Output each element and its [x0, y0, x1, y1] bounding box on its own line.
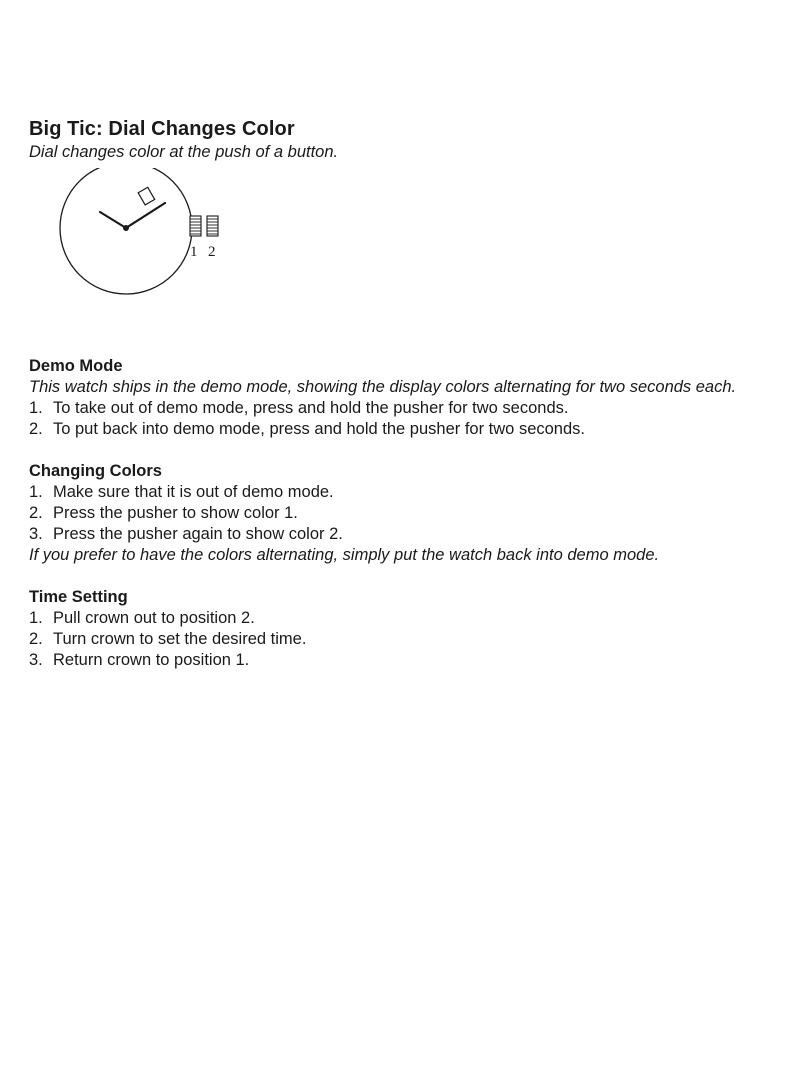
list-item: [29, 482, 799, 503]
list-item: [29, 419, 799, 440]
step-text: Press the pusher again to show color 2.: [53, 525, 343, 543]
step-number: 2.: [29, 630, 43, 648]
demo-mode-section: [29, 356, 799, 440]
list-item: [29, 629, 799, 650]
minute-hand: [126, 203, 165, 228]
time-setting-section: [29, 587, 799, 671]
step-text: Return crown to position 1.: [53, 651, 250, 669]
pusher-button: [138, 187, 155, 205]
demo-mode-note: This watch ships in the demo mode, showing the display colors alternating for two seconds each.: [29, 378, 737, 396]
step-number: 2.: [29, 504, 43, 522]
step-number: 2.: [29, 420, 43, 438]
step-number: 3.: [29, 651, 43, 669]
list-item: [29, 608, 799, 629]
step-text: To take out of demo mode, press and hold the pusher for two seconds.: [53, 399, 569, 417]
step-number: 3.: [29, 525, 43, 543]
list-item: [29, 398, 799, 419]
section-spacer: [29, 566, 799, 587]
crown-label-1: 1: [190, 244, 198, 260]
hour-hand: [100, 212, 126, 228]
demo-mode-steps: [29, 398, 799, 440]
page-title: Big Tic: Dial Changes Color: [29, 118, 295, 140]
list-item: [29, 650, 799, 671]
section-spacer: [29, 440, 799, 461]
crown-position-2: [207, 216, 218, 236]
step-number: 1.: [29, 609, 43, 627]
step-text: Press the pusher to show color 1.: [53, 504, 298, 522]
step-text: To put back into demo mode, press and hold the pusher for two seconds.: [53, 420, 585, 438]
step-number: 1.: [29, 399, 43, 417]
changing-colors-steps: [29, 482, 799, 545]
list-item: [29, 524, 799, 545]
time-setting-steps: [29, 608, 799, 671]
step-text: Turn crown to set the desired time.: [53, 630, 307, 648]
hand-pivot: [123, 225, 129, 231]
crown-label-2: 2: [208, 244, 216, 260]
changing-colors-section: [29, 461, 799, 566]
instruction-page: [29, 116, 799, 671]
page-subtitle: Dial changes color at the push of a button.: [29, 143, 339, 161]
changing-colors-heading: Changing Colors: [29, 462, 162, 480]
time-setting-heading: Time Setting: [29, 588, 128, 606]
demo-mode-heading: Demo Mode: [29, 357, 123, 375]
crown-position-1: [190, 216, 201, 236]
step-text: Pull crown out to position 2.: [53, 609, 255, 627]
step-number: 1.: [29, 483, 43, 501]
changing-colors-note: If you prefer to have the colors alternating, simply put the watch back into demo mode.: [29, 546, 660, 564]
watch-diagram: [29, 168, 249, 328]
step-text: Make sure that it is out of demo mode.: [53, 483, 334, 501]
list-item: [29, 503, 799, 524]
watch-illustration: [29, 168, 249, 328]
